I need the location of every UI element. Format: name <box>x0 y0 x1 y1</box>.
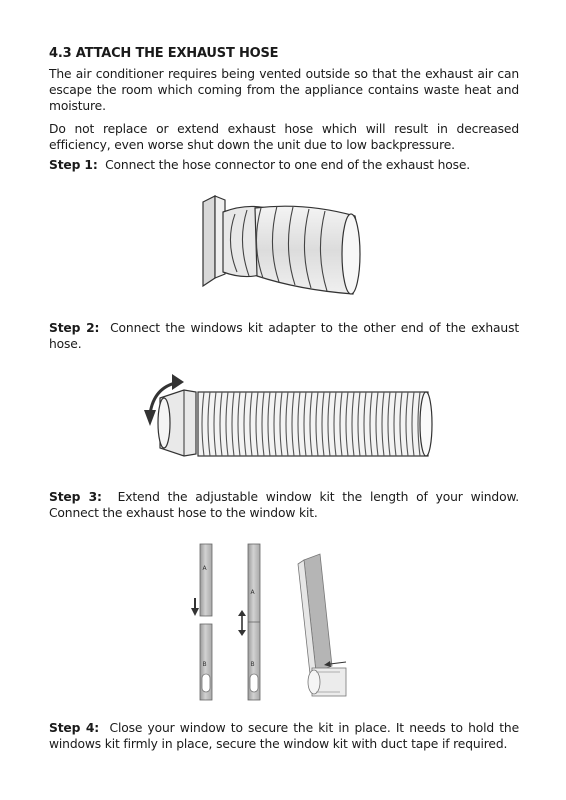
figure-window-adapter <box>140 370 435 465</box>
step-1-text: Connect the hose connector to one end of the exhaust hose. <box>105 158 471 172</box>
figure-window-kit <box>190 540 370 705</box>
step-1-label: Step 1: <box>49 158 98 172</box>
figure-hose-connector <box>195 190 370 305</box>
section-heading: 4.3 ATTACH THE EXHAUST HOSE <box>49 46 279 61</box>
step-2-text: Connect the windows kit adapter to the other end of the exhaust hose. <box>49 321 519 351</box>
part-b-label-2: B <box>250 661 255 668</box>
step-2-label: Step 2: <box>49 321 100 335</box>
intro-paragraph-2: Do not replace or extend exhaust hose which will result in decreased efficiency, even worse shut down the unit due to low backpressure. <box>49 122 519 152</box>
step-3 <box>49 489 519 521</box>
intro-paragraph-1: The air conditioner requires being vented outside so that the exhaust air can escape the room which coming from the appliance contains waste heat and moisture. <box>49 67 519 113</box>
step-3-label: Step 3: <box>49 490 102 504</box>
step-3-text: Extend the adjustable window kit the length of your window. Connect the exhaust hose to the window kit. <box>49 490 519 520</box>
part-a-label-2: A <box>250 589 255 596</box>
part-b-label-1: B <box>202 661 207 668</box>
step-4-label: Step 4: <box>49 721 100 735</box>
part-a-label-1: A <box>202 565 207 572</box>
step-4 <box>49 720 519 752</box>
step-1 <box>49 157 519 173</box>
step-4-text: Close your window to secure the kit in place. It needs to hold the windows kit firmly in place, secure the window kit with duct tape if required. <box>49 721 519 751</box>
step-2 <box>49 320 519 352</box>
